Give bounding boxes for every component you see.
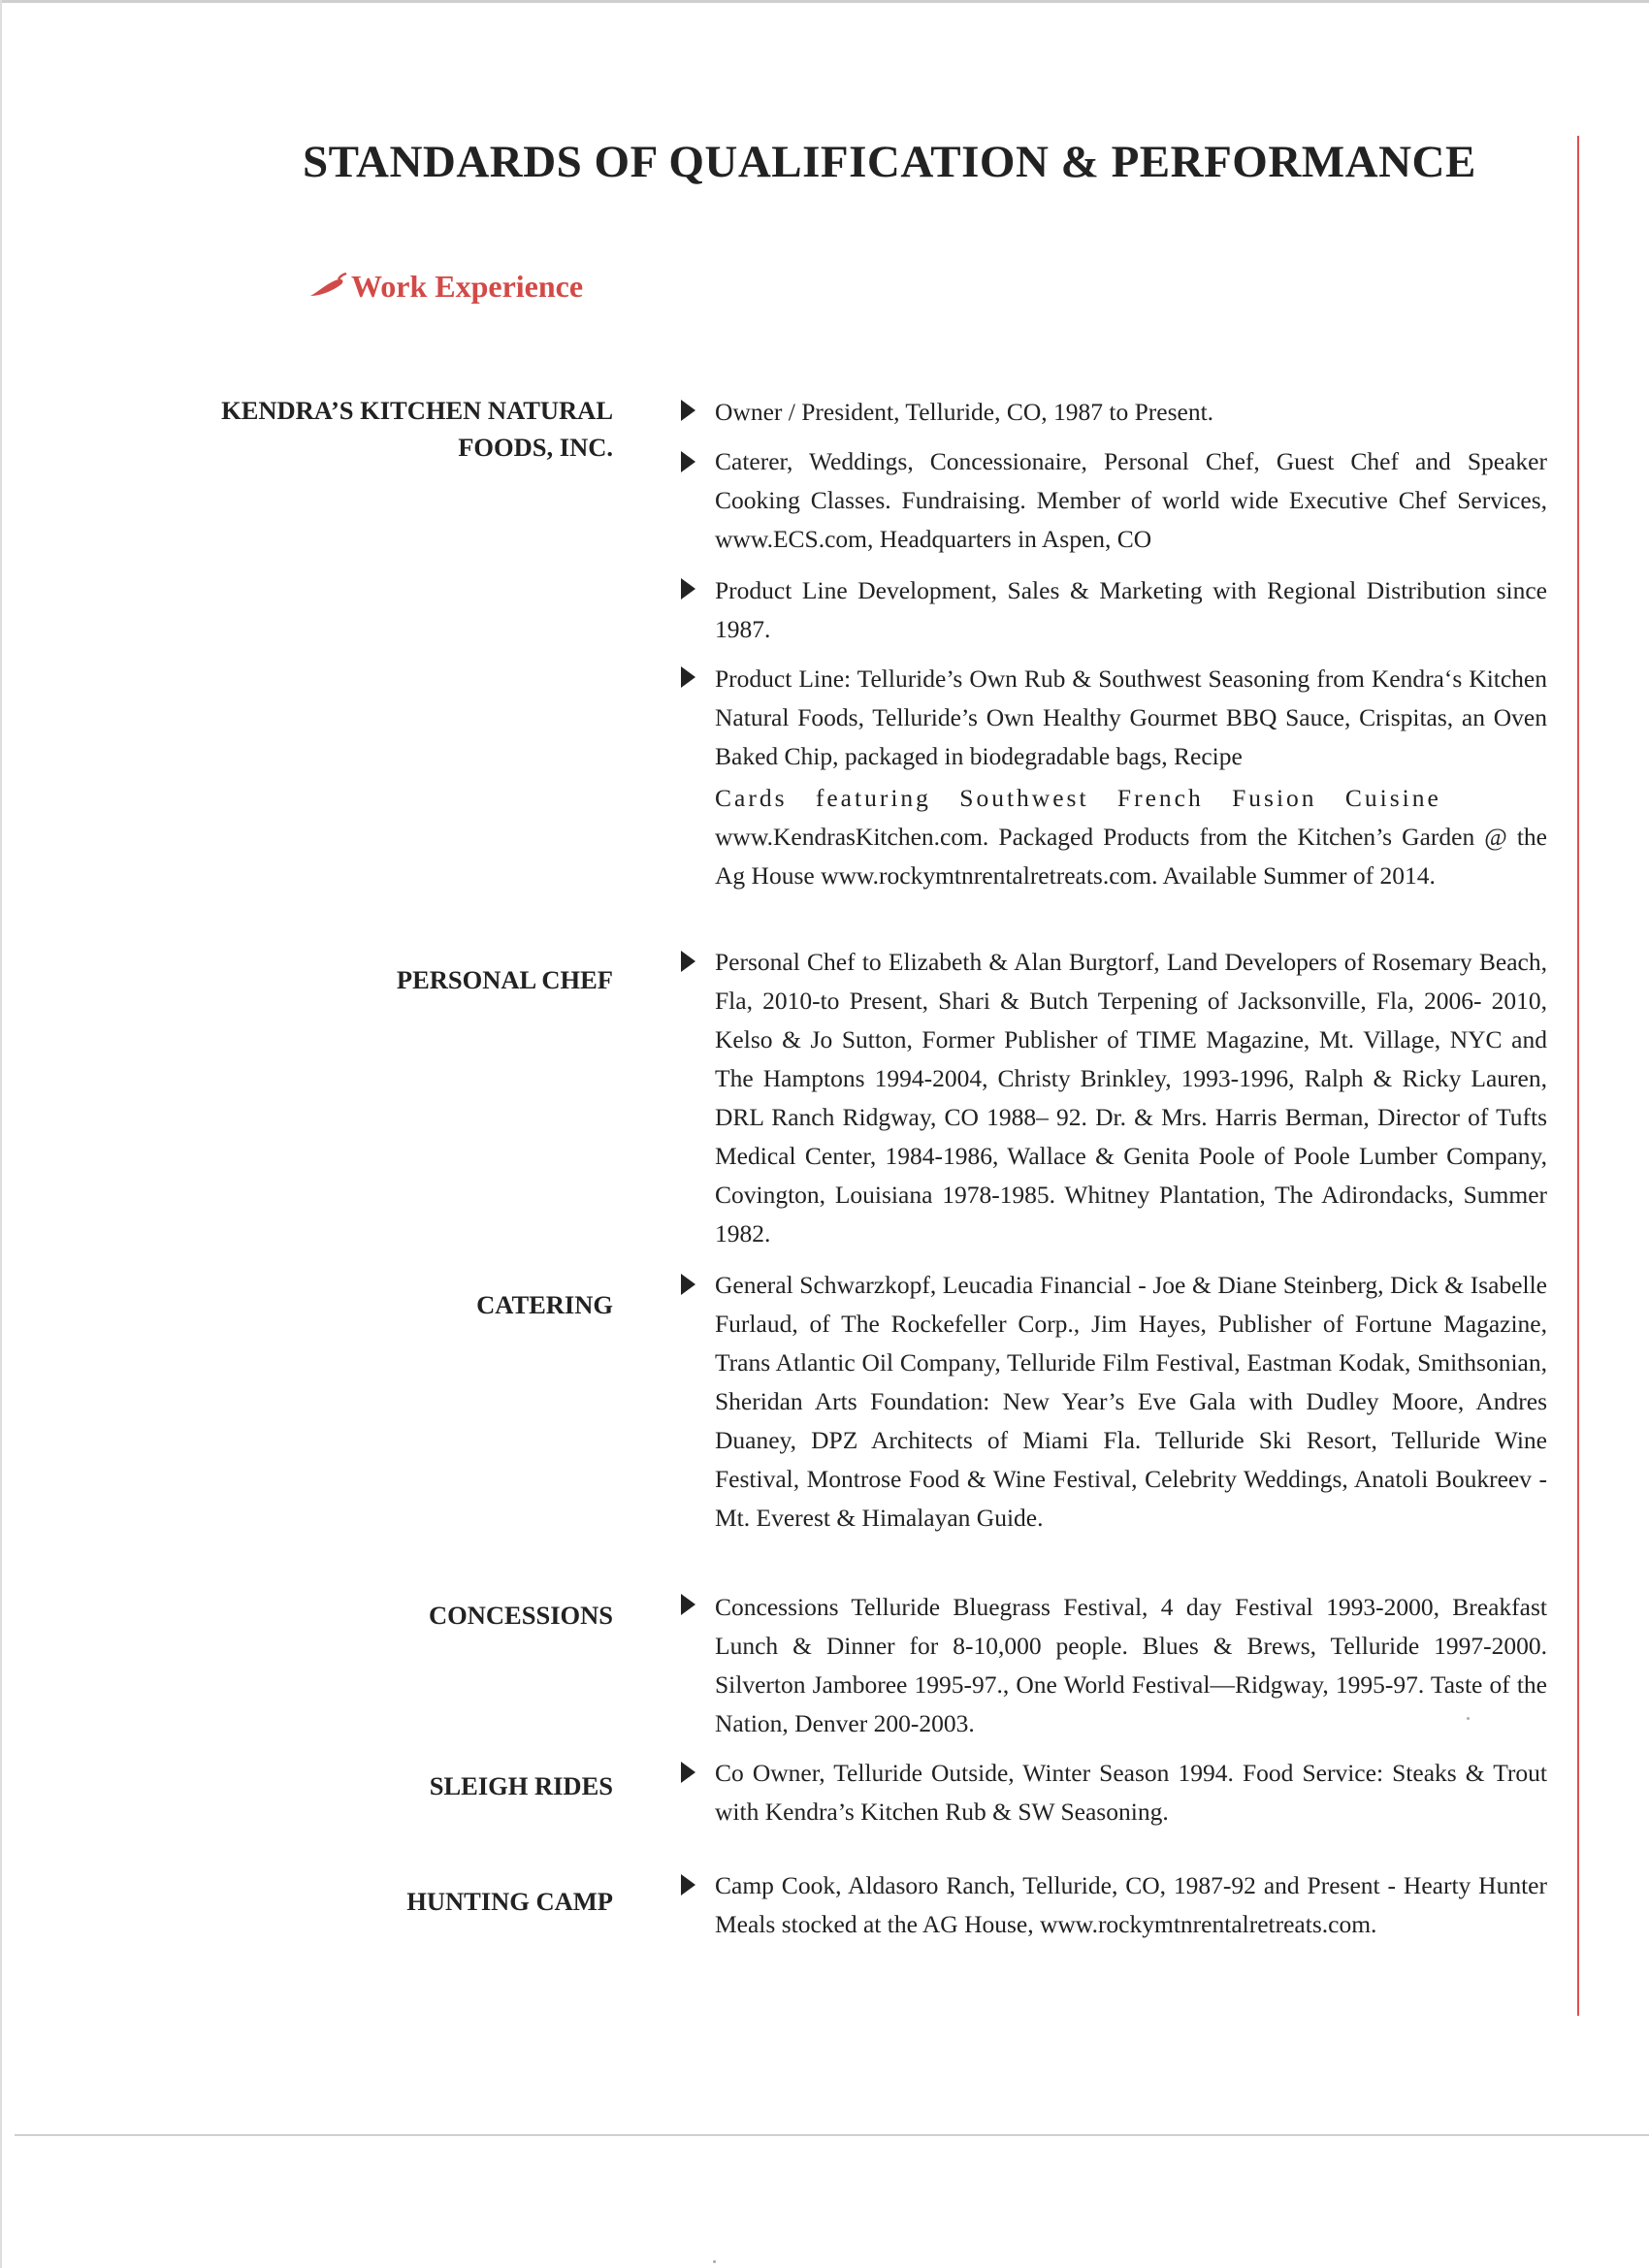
entry-item: Product Line: Telluride’s Own Rub & Southwest Seasoning from Kendra‘s Kitchen Natural Foods, Telluride’s Own Healthy Gourmet BBQ Sauce, Crispitas, an Oven Baked Chip, packaged in biodegradable bags, Recipe — [715, 664, 1547, 770]
entry-item: Owner / President, Telluride, CO, 1987 to Present. — [715, 398, 1214, 426]
page-title: STANDARDS OF QUALIFICATION & PERFORMANCE — [303, 137, 1476, 187]
entry-item: Product Line Development, Sales & Marketing with Regional Distribution since 1987. — [715, 576, 1547, 643]
bullet-icon — [681, 1762, 695, 1783]
entry-item: General Schwarzkopf, Leucadia Financial - Joe & Diane Steinberg, Dick & Isabelle Furlaud, of The Rockefeller Corp., Jim Hayes, Publisher of Fortune Magazine, Trans Atlantic Oil Company, Telluride Film Festival, Eastman Kodak, Smithsonian, Sheridan Arts Foundation: New Year’s Eve Gala with Dudley Moore, Andres Duaney, DPZ Architects of Miami Fla. Telluride Ski Resort, Telluride Wine Festival, Montrose Food & Wine Festival, Celebrity Weddings, Anatoli Boukreev - Mt. Everest & Himalayan Guide. — [715, 1271, 1547, 1532]
entry-item: Concessions Telluride Bluegrass Festival, 4 day Festival 1993-2000, Breakfast Lunch & Dinner for 8-10,000 people. Blues & Brews, Telluride 1997-2000. Silverton Jamboree 1995-97., One World Festival—Ridgway, 1995-97. Taste of the Nation, Denver 200-2003. — [715, 1593, 1547, 1737]
bullet-icon — [681, 400, 695, 421]
section-heading — [307, 264, 583, 308]
entry-label: PERSONAL CHEF — [396, 965, 613, 994]
entry-label: KENDRA’S KITCHEN NATURAL FOODS, INC. — [221, 396, 613, 462]
bullet-icon — [681, 1594, 695, 1615]
scan-speck — [713, 2260, 716, 2263]
entry-item: Co Owner, Telluride Outside, Winter Season 1994. Food Service: Steaks & Trout with Kendra’s Kitchen Rub & SW Seasoning. — [715, 1759, 1547, 1826]
bullet-icon — [681, 578, 695, 599]
entry-label: HUNTING CAMP — [406, 1887, 613, 1916]
entry-label: CATERING — [476, 1290, 613, 1319]
entry-item: Camp Cook, Aldasoro Ranch, Telluride, CO, 1987-92 and Present - Hearty Hunter Meals stocked at the AG House, www.rockymtnrentalretreats.com. — [715, 1871, 1547, 1938]
entry-label: CONCESSIONS — [429, 1601, 613, 1630]
section-label: Work Experience — [351, 268, 584, 304]
chili-pepper-icon — [307, 273, 347, 300]
entry-item: Personal Chef to Elizabeth & Alan Burgtorf, Land Developers of Rosemary Beach, Fla, 2010-to Present, Shari & Butch Terpening of Jacksonville, Fla, 2006- 2010, Kelso & Jo Sutton, Former Publisher of TIME Magazine, Mt. Village, NYC and The Hamptons 1994-2004, Christy Brinkley, 1993-1996, Ralph & Ricky Lauren, DRL Ranch Ridgway, CO 1988– 92. Dr. & Mrs. Harris Berman, Director of Tufts Medical Center, 1984-1986, Wallace & Genita Poole of Poole Lumber Company, Covington, Louisiana 1978-1985. Whitney Plantation, The Adirondacks, Summer 1982. — [715, 948, 1547, 1247]
page-left-edge — [0, 0, 2, 2268]
entry-label: SLEIGH RIDES — [429, 1771, 613, 1800]
red-margin-rule — [1577, 136, 1579, 2016]
bullet-icon — [681, 451, 695, 472]
entry-item: Cards featuring Southwest French Fusion Cuisine — [715, 784, 1441, 812]
bottom-divider — [15, 2134, 1649, 2136]
bullet-icon — [681, 951, 695, 972]
bullet-icon — [681, 666, 695, 688]
page-top-edge — [0, 0, 1649, 3]
bullet-icon — [681, 1274, 695, 1295]
entry-item: www.KendrasKitchen.com. Packaged Products from the Kitchen’s Garden @ the Ag House www.rockymtnrentalretreats.com. Available Summer of 2014. — [715, 823, 1547, 890]
entry-item: Caterer, Weddings, Concessionaire, Personal Chef, Guest Chef and Speaker Cooking Classes. Fundraising. Member of world wide Executive Chef Services, www.ECS.com, Headquarters in Aspen, CO — [715, 447, 1547, 553]
bullet-icon — [681, 1874, 695, 1895]
